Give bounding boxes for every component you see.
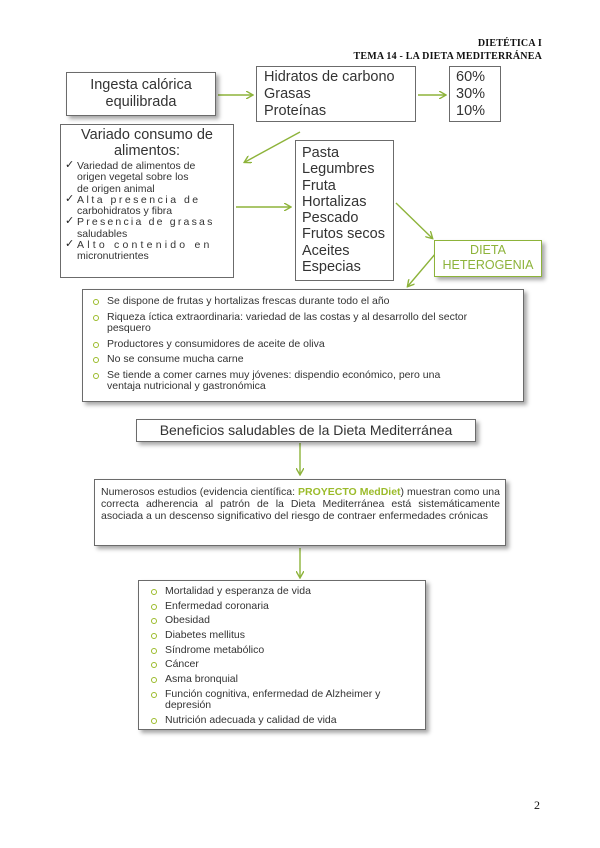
macro-percent: 10% [456,103,486,119]
list-item: Diabetes mellitus [149,630,421,642]
variado-item: ✓ Variedad de alimentos de origen vegetal sobre los de origen animal [65,159,196,195]
benefits-title: Beneficios saludables de la Dieta Mediterránea [159,422,453,438]
header-subject: DIETÉTICA I [477,38,542,49]
bullet-icon [93,342,99,348]
features-box [82,289,524,402]
food-item: Legumbres [302,161,375,178]
variado-title-line-2: alimentos: [113,143,181,159]
list-item: Productores y consumidores de aceite de oliva [91,339,519,351]
header-topic: TEMA 14 - LA DIETA MEDITERRÁNEA [353,51,542,62]
list-item: No se consume mucha carne [91,354,519,366]
food-item: Pescado [302,210,359,227]
arrow-macros-to-variado [245,132,300,162]
bullet-icon [151,692,157,698]
list-item: Función cognitiva, enfermedad de Alzheimer y depresión [149,689,421,712]
outcomes-list [149,586,421,727]
check-icon: ✓ [65,192,76,205]
variado-item: ✓ Alto contenido en micronutrientes [65,238,213,263]
list-item: Cáncer [149,659,421,671]
macro-name: Grasas [264,86,311,102]
food-item: Aceites [302,242,350,259]
macros-box [256,66,416,122]
bullet-icon [151,618,157,624]
bullet-icon [93,299,99,305]
dieta-heterogenia-box [434,240,542,277]
ingesta-line-2: equilibrada [105,94,177,110]
page-number: 2 [534,798,540,812]
macro-name: Hidratos de carbono [264,69,395,85]
food-item: Especias [302,259,361,276]
list-item: Se dispone de frutas y hortalizas frescas durante todo el año [91,296,519,308]
bullet-icon [151,633,157,639]
check-icon: ✓ [65,238,75,251]
studies-box [94,479,506,546]
food-item: Frutos secos [302,226,385,243]
variado-box [60,124,234,278]
studies-highlight: PROYECTO MedDiet [297,486,401,498]
bullet-icon [151,718,157,724]
list-item: Síndrome metabólico [149,645,421,657]
benefits-title-box [136,419,476,442]
macro-name: Proteínas [264,103,327,119]
food-item: Hortalizas [302,193,367,210]
list-item: Mortalidad y esperanza de vida [149,586,421,598]
arrow-foods-to-heterogenia [396,203,432,238]
outcomes-box [138,580,426,730]
list-item: Nutrición adecuada y calidad de vida [149,715,421,727]
food-item: Fruta [302,177,336,194]
percents-box [449,66,501,122]
list-item: Obesidad [149,615,421,627]
bullet-icon [151,589,157,595]
list-item: Asma bronquial [149,674,421,686]
ingesta-line-1: Ingesta calórica [90,77,192,93]
studies-text-before: Numerosos estudios (evidencia científica: [101,486,298,498]
food-item: Pasta [302,145,340,161]
bullet-icon [151,677,157,683]
macro-percent: 60% [456,69,486,85]
variado-item: ✓ Alta presencia de carbohidratos y fibra [65,192,201,218]
bullet-icon [93,373,99,379]
ingesta-box [66,72,216,116]
bullet-icon [151,604,157,610]
studies-text-after: ) muestran como una correcta adherencia al patrón de la Dieta Mediterránea está sistemáticamente asociada a un descenso significativo del riesgo de contraer enfermedades crónicas [101,486,500,522]
features-list [91,296,519,393]
arrow-heterogenia-to-features [408,253,436,286]
list-item: Riqueza íctica extraordinaria: variedad de las costas y al desarrollo del sector pesquero [91,312,519,335]
variado-item: ✓ Presencia de grasas saludables [65,215,215,240]
bullet-icon [93,357,99,363]
variado-title-line-1: Variado consumo de [81,127,213,143]
check-icon: ✓ [65,215,75,228]
foods-box [295,140,394,281]
bullet-icon [93,315,99,321]
heterogenia-line-2: HETEROGENIA [442,258,534,272]
bullet-icon [151,648,157,654]
list-item: Enfermedad coronaria [149,601,421,613]
list-item: Se tiende a comer carnes muy jóvenes: dispendio económico, pero una ventaja nutricional y gastronómica [91,370,519,393]
check-icon: ✓ [65,159,75,171]
heterogenia-line-1: DIETA [470,243,506,257]
macro-percent: 30% [456,86,486,102]
bullet-icon [151,662,157,668]
